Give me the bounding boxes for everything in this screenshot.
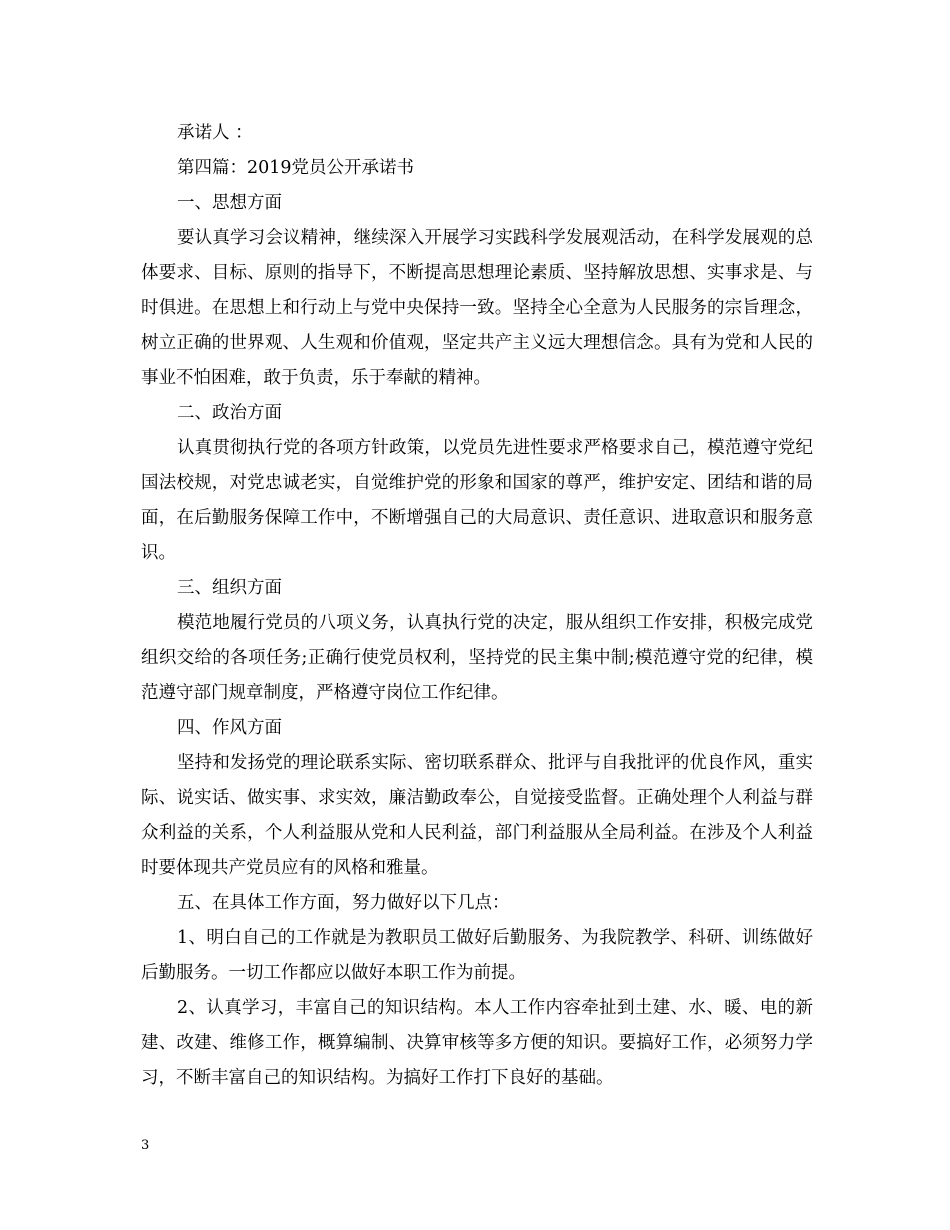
list-item-2: 2、认真学习，丰富自己的知识结构。本人工作内容牵扯到土建、水、暖、电的新建、改建、维修工作，概算编制、决算审核等多方便的知识。要搞好工作，必须努力学习，不断丰富自己的知识结构。为搞好工作打下良好的基础。 bbox=[141, 998, 813, 1088]
section-title: 第四篇：2019党员公开承诺书 bbox=[177, 158, 415, 178]
heading-politics: 二、政治方面 bbox=[177, 403, 282, 423]
heading-ideology: 一、思想方面 bbox=[177, 193, 282, 213]
document-body bbox=[141, 116, 813, 1096]
paragraph-organization: 模范地履行党员的八项义务，认真执行党的决定，服从组织工作安排，积极完成党组织交给的各项任务;正确行使党员权利，坚持党的民主集中制;模范遵守党的纪律，模范遵守部门规章制度，严格遵守岗位工作纪律。 bbox=[141, 613, 813, 703]
signatory-line: 承诺人 ： bbox=[177, 123, 253, 143]
paragraph-ideology: 要认真学习会议精神，继续深入开展学习实践科学发展观活动，在科学发展观的总体要求、目标、原则的指导下，不断提高思想理论素质、坚持解放思想、实事求是、与时俱进。在思想上和行动上与党中央保持一致。坚持全心全意为人民服务的宗旨理念，树立正确的世界观、人生观和价值观，坚定共产主义远大理想信念。具有为党和人民的事业不怕困难，敢于负责，乐于奉献的精神。 bbox=[141, 228, 813, 388]
heading-style: 四、作风方面 bbox=[177, 718, 282, 738]
paragraph-style: 坚持和发扬党的理论联系实际、密切联系群众、批评与自我批评的优良作风，重实际、说实话、做实事、求实效，廉洁勤政奉公，自觉接受监督。正确处理个人利益与群众利益的关系，个人利益服从党和人民利益，部门利益服从全局利益。在涉及个人利益时要体现共产党员应有的风格和雅量。 bbox=[141, 753, 813, 878]
heading-organization: 三、组织方面 bbox=[177, 578, 282, 598]
heading-specific-work: 五、在具体工作方面，努力做好以下几点： bbox=[177, 893, 510, 913]
list-item-1: 1、明白自己的工作就是为教职员工做好后勤服务、为我院教学、科研、训练做好后勤服务。一切工作都应以做好本职工作为前提。 bbox=[141, 928, 813, 983]
page-number: 3 bbox=[141, 1138, 150, 1153]
paragraph-politics: 认真贯彻执行党的各项方针政策，以党员先进性要求严格要求自己，模范遵守党纪国法校规，对党忠诚老实，自觉维护党的形象和国家的尊严，维护安定、团结和谐的局面，在后勤服务保障工作中，不断增强自己的大局意识、责任意识、进取意识和服务意识。 bbox=[141, 438, 813, 563]
